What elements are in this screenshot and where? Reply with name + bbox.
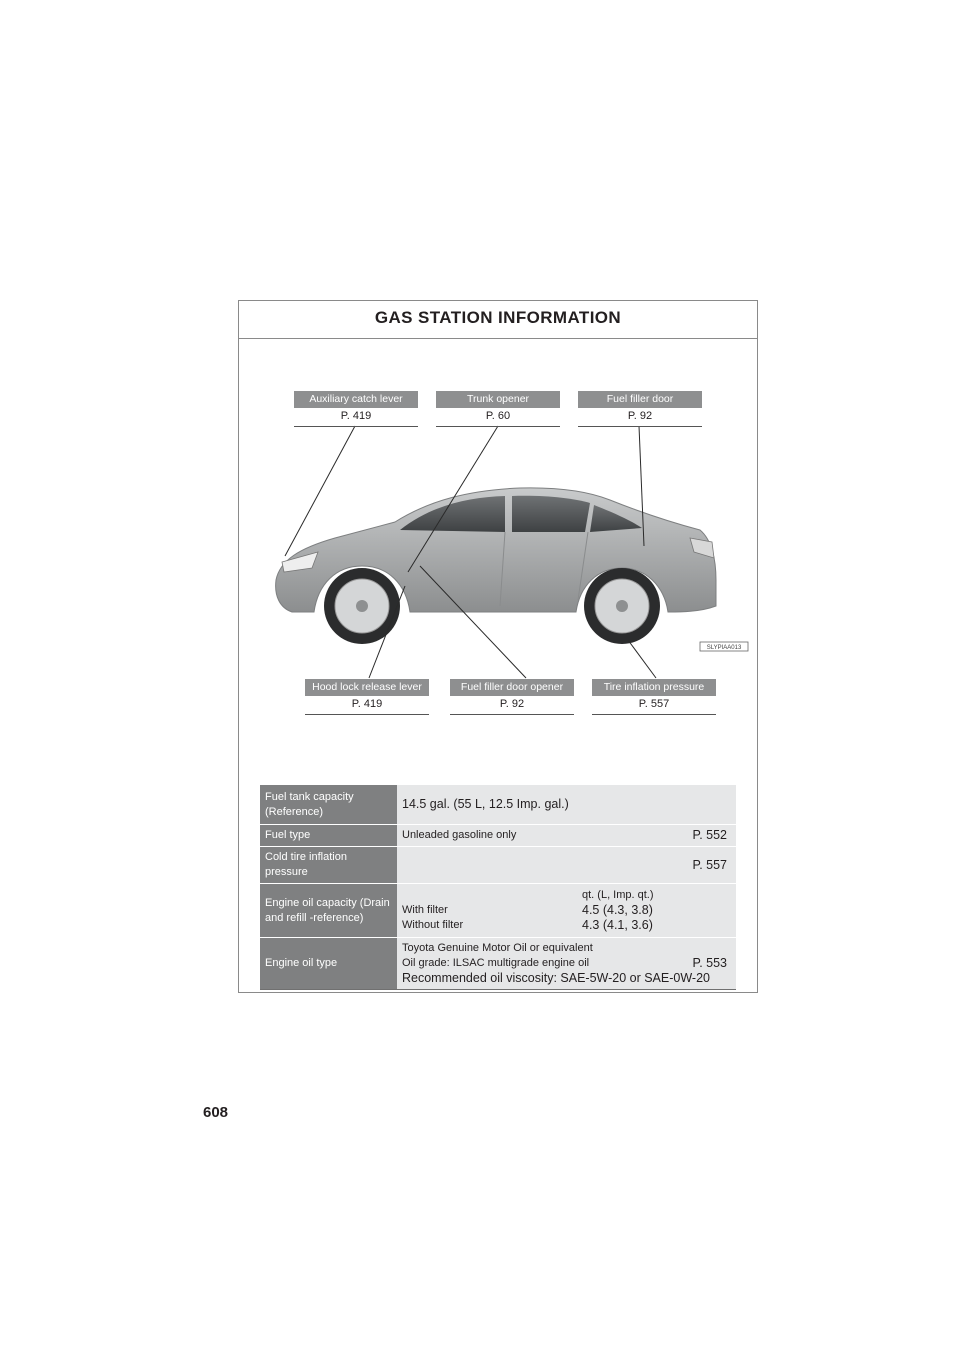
oil-type-cell — [397, 938, 736, 990]
tire-label: Cold tire inflation pressure — [260, 847, 397, 884]
image-code: SLYPIAA013 — [706, 645, 742, 651]
callout-fuel-filler-door — [578, 391, 702, 427]
fuel-type-ref: P. 552 — [692, 828, 727, 842]
oil-type-line2: Oil grade: ILSAC multigrade engine oil — [402, 957, 590, 969]
callout-label: Trunk opener — [436, 391, 560, 408]
oil-type-ref: P. 553 — [692, 956, 727, 970]
callout-ref: P. 419 — [305, 696, 429, 715]
callout-hood-lock-release-lever — [305, 679, 429, 715]
tire-cell — [397, 847, 736, 884]
fuel-tank-value: 14.5 gal. (55 L, 12.5 Imp. gal.) — [397, 785, 736, 825]
oil-type-line1: Toyota Genuine Motor Oil or equivalent — [402, 942, 593, 954]
without-filter-value: 4.3 (4.1, 3.6) — [582, 918, 653, 932]
without-filter-label: Without filter — [402, 919, 464, 931]
oil-type-line3: Recommended oil viscosity: SAE-5W-20 or SAE-0W-20 — [402, 971, 710, 985]
table-row — [260, 884, 736, 938]
callout-fuel-filler-door-opener — [450, 679, 574, 715]
with-filter-value: 4.5 (4.3, 3.8) — [582, 903, 653, 917]
callout-ref: P. 557 — [592, 696, 716, 715]
callout-ref: P. 92 — [578, 408, 702, 427]
fuel-type-label: Fuel type — [260, 825, 397, 847]
fuel-tank-label: Fuel tank capacity (Reference) — [260, 785, 397, 825]
tire-ref: P. 557 — [692, 857, 727, 872]
callout-auxiliary-catch-lever — [294, 391, 418, 427]
callout-label: Tire inflation pressure — [592, 679, 716, 696]
page-title: GAS STATION INFORMATION — [239, 301, 757, 339]
callout-label: Hood lock release lever — [305, 679, 429, 696]
with-filter-label: With filter — [402, 904, 448, 916]
page-number: 608 — [203, 1104, 229, 1121]
callout-label: Fuel filler door opener — [450, 679, 574, 696]
spec-table — [260, 784, 736, 990]
callout-ref: P. 419 — [294, 408, 418, 427]
oil-type-label: Engine oil type — [260, 938, 397, 990]
table-row — [260, 938, 736, 990]
callout-ref: P. 92 — [450, 696, 574, 715]
fuel-type-value: Unleaded gasoline only — [402, 829, 517, 841]
table-row — [260, 825, 736, 847]
callout-label: Auxiliary catch lever — [294, 391, 418, 408]
fuel-type-cell — [397, 825, 736, 847]
table-row — [260, 785, 736, 825]
callout-tire-inflation-pressure — [592, 679, 716, 715]
callout-ref: P. 60 — [436, 408, 560, 427]
callout-trunk-opener — [436, 391, 560, 427]
table-row — [260, 847, 736, 884]
oil-capacity-label: Engine oil capacity (Drain and refill -reference) — [260, 884, 397, 938]
callout-label: Fuel filler door — [578, 391, 702, 408]
oil-capacity-cell — [397, 884, 736, 938]
oil-capacity-unit: qt. (L, Imp. qt.) — [582, 889, 654, 901]
